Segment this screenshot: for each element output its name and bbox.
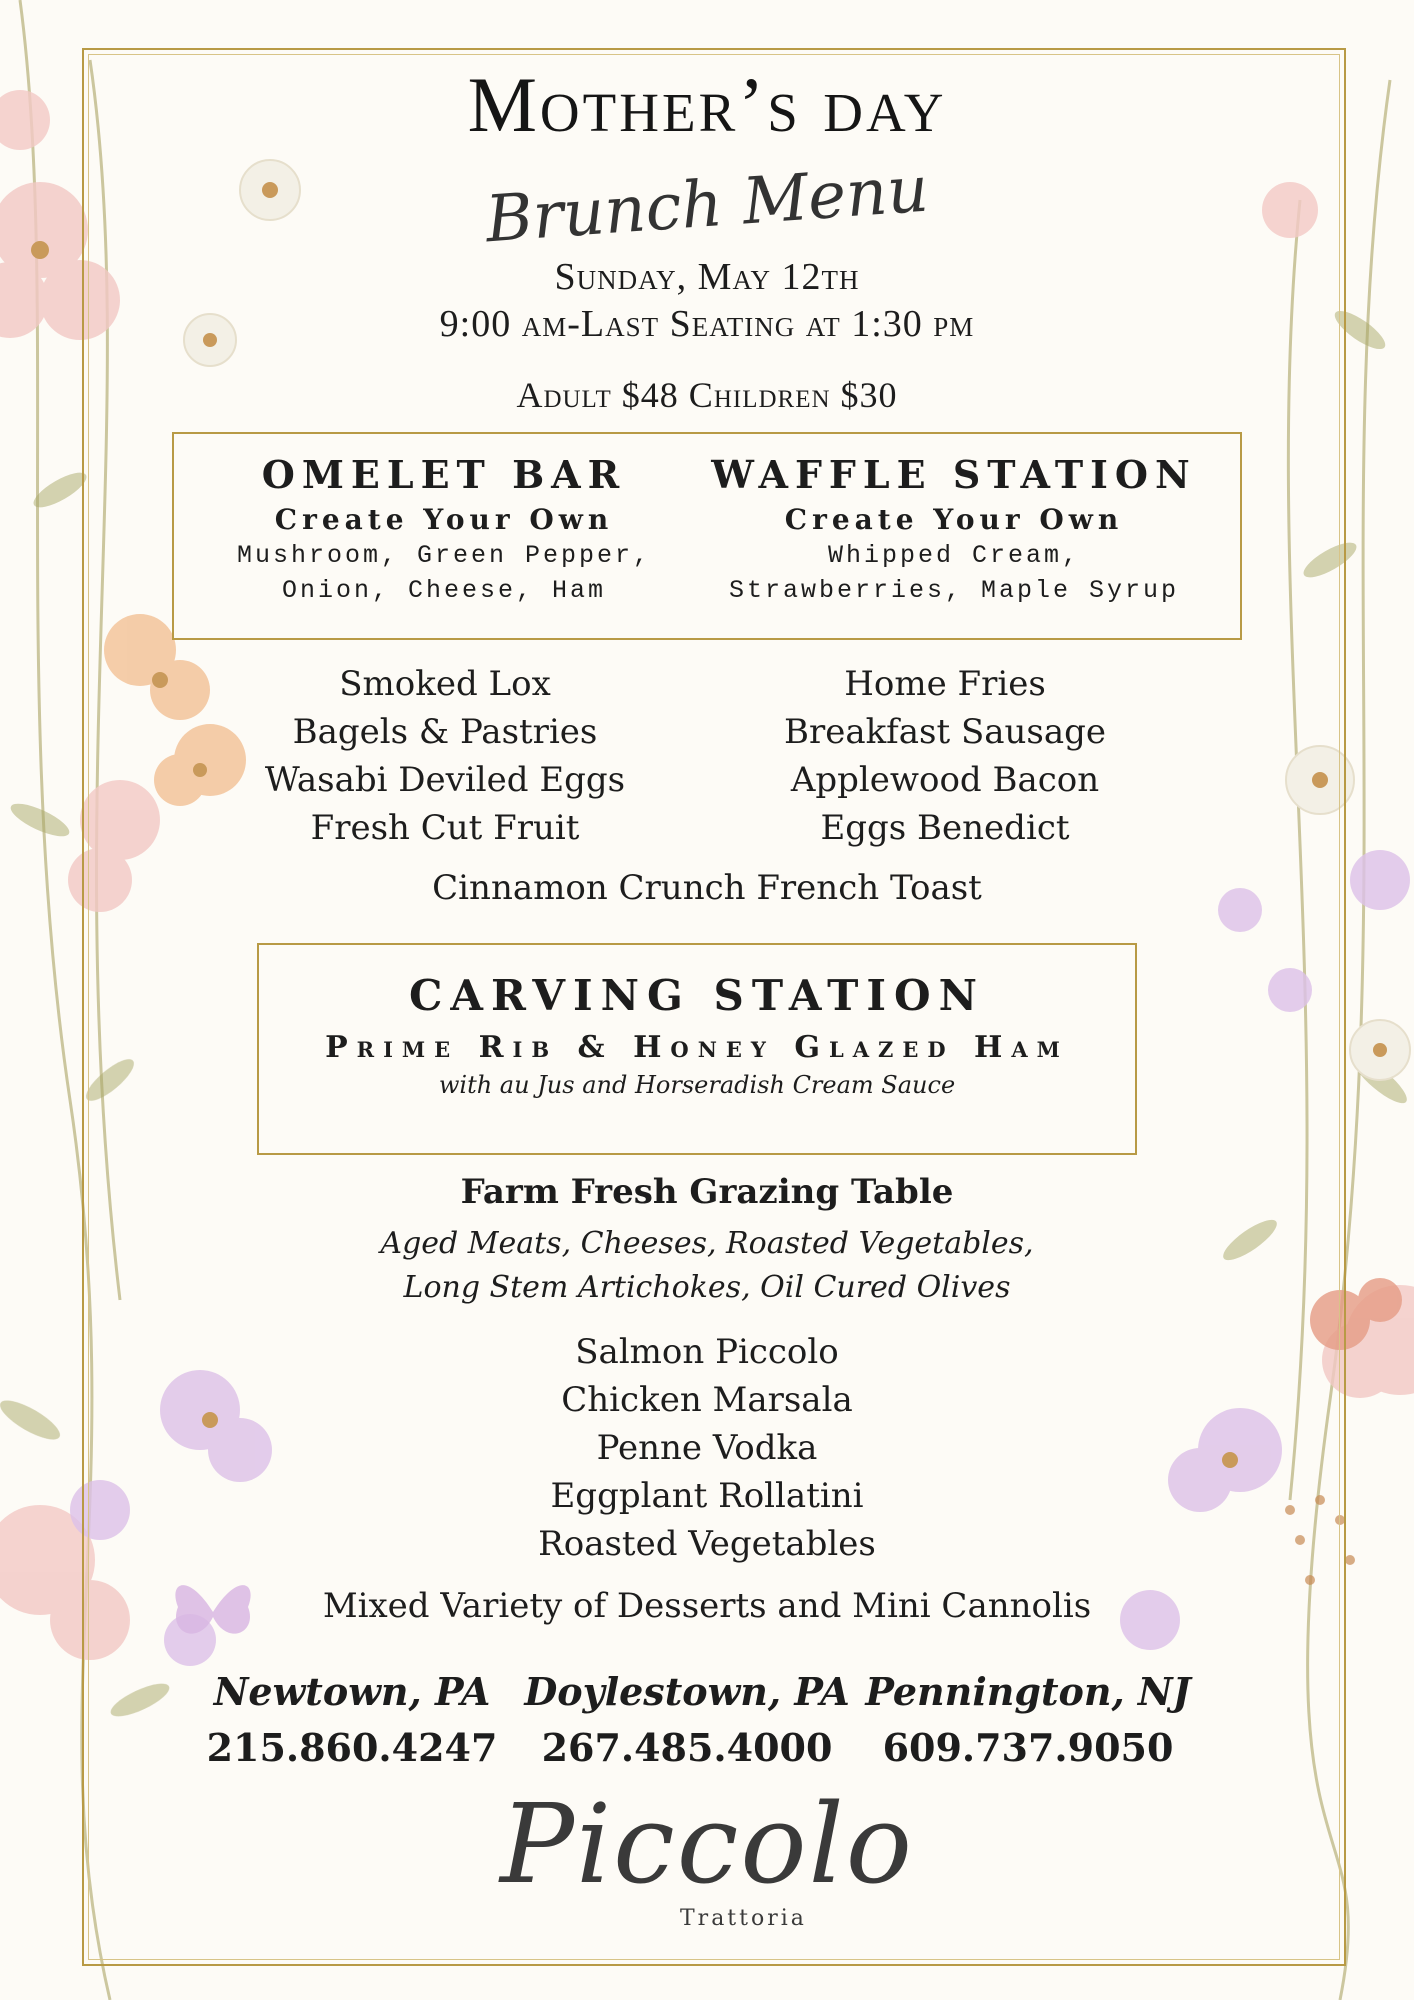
omelet-bar-title: OMELET BAR xyxy=(261,452,627,497)
location-doylestown xyxy=(517,1664,857,1776)
location-town: Newtown, PA xyxy=(213,1669,491,1714)
menu-item: Salmon Piccolo xyxy=(575,1332,839,1372)
carving-station-title: CARVING STATION xyxy=(409,971,985,1020)
menu-item: Penne Vodka xyxy=(596,1428,818,1468)
waffle-station-options-1: Whipped Cream, xyxy=(827,541,1081,570)
menu-title: Mother’s day xyxy=(467,61,947,148)
waffle-station-options-2: Strawberries, Maple Syrup xyxy=(728,576,1180,605)
menu-item-french-toast: Cinnamon Crunch French Toast xyxy=(432,868,982,908)
menu-item: Eggs Benedict xyxy=(820,808,1070,848)
menu-item: Smoked Lox xyxy=(339,664,551,704)
menu-list-right xyxy=(690,660,1200,852)
menu-item: Chicken Marsala xyxy=(561,1380,853,1420)
carving-station-box xyxy=(257,943,1137,1155)
stations-box xyxy=(172,432,1242,640)
event-date: Sunday, May 12th xyxy=(554,256,860,298)
carving-station-items: Prime Rib & Honey Glazed Ham xyxy=(325,1030,1069,1065)
omelet-bar xyxy=(174,452,714,606)
waffle-station-title: WAFFLE STATION xyxy=(711,452,1197,497)
menu-item: Fresh Cut Fruit xyxy=(310,808,580,848)
waffle-station xyxy=(684,452,1224,606)
menu-item: Bagels & Pastries xyxy=(292,712,598,752)
menu-item: Applewood Bacon xyxy=(790,760,1100,800)
location-phone: 267.485.4000 xyxy=(541,1725,833,1770)
menu-item: Breakfast Sausage xyxy=(783,712,1107,752)
menu-item: Roasted Vegetables xyxy=(538,1524,876,1564)
location-town: Doylestown, PA xyxy=(524,1669,850,1714)
dessert-line: Mixed Variety of Desserts and Mini Cannolis xyxy=(322,1586,1092,1626)
carving-station-note: with au Jus and Horseradish Cream Sauce xyxy=(438,1071,956,1099)
grazing-table-title: Farm Fresh Grazing Table xyxy=(460,1172,954,1212)
grazing-line: Aged Meats, Cheeses, Roasted Vegetables, xyxy=(380,1226,1034,1261)
price-line: Adult $48 Children $30 xyxy=(516,375,898,415)
menu-item: Eggplant Rollatini xyxy=(550,1476,864,1516)
grazing-table-items xyxy=(0,1222,1414,1310)
omelet-bar-options-1: Mushroom, Green Pepper, xyxy=(236,541,652,570)
piccolo-logo: Piccolo xyxy=(499,1780,915,1908)
menu-script-title: Brunch Menu xyxy=(483,152,931,258)
omelet-bar-subtitle: Create Your Own xyxy=(274,503,614,536)
grazing-line: Long Stem Artichokes, Oil Cured Olives xyxy=(403,1270,1011,1305)
event-hours: 9:00 am-Last Seating at 1:30 pm xyxy=(439,303,975,345)
menu-list-left xyxy=(180,660,710,852)
location-town: Pennington, NJ xyxy=(865,1669,1191,1714)
menu-item: Home Fries xyxy=(844,664,1046,704)
location-pennington xyxy=(858,1664,1198,1776)
omelet-bar-options-2: Onion, Cheese, Ham xyxy=(281,576,607,605)
location-newtown xyxy=(182,1664,522,1776)
waffle-station-subtitle: Create Your Own xyxy=(784,503,1124,536)
piccolo-logo-subtitle: Trattoria xyxy=(680,1906,807,1931)
mains-list xyxy=(0,1328,1414,1568)
location-phone: 215.860.4247 xyxy=(206,1725,498,1770)
location-phone: 609.737.9050 xyxy=(882,1725,1174,1770)
menu-item: Wasabi Deviled Eggs xyxy=(264,760,626,800)
